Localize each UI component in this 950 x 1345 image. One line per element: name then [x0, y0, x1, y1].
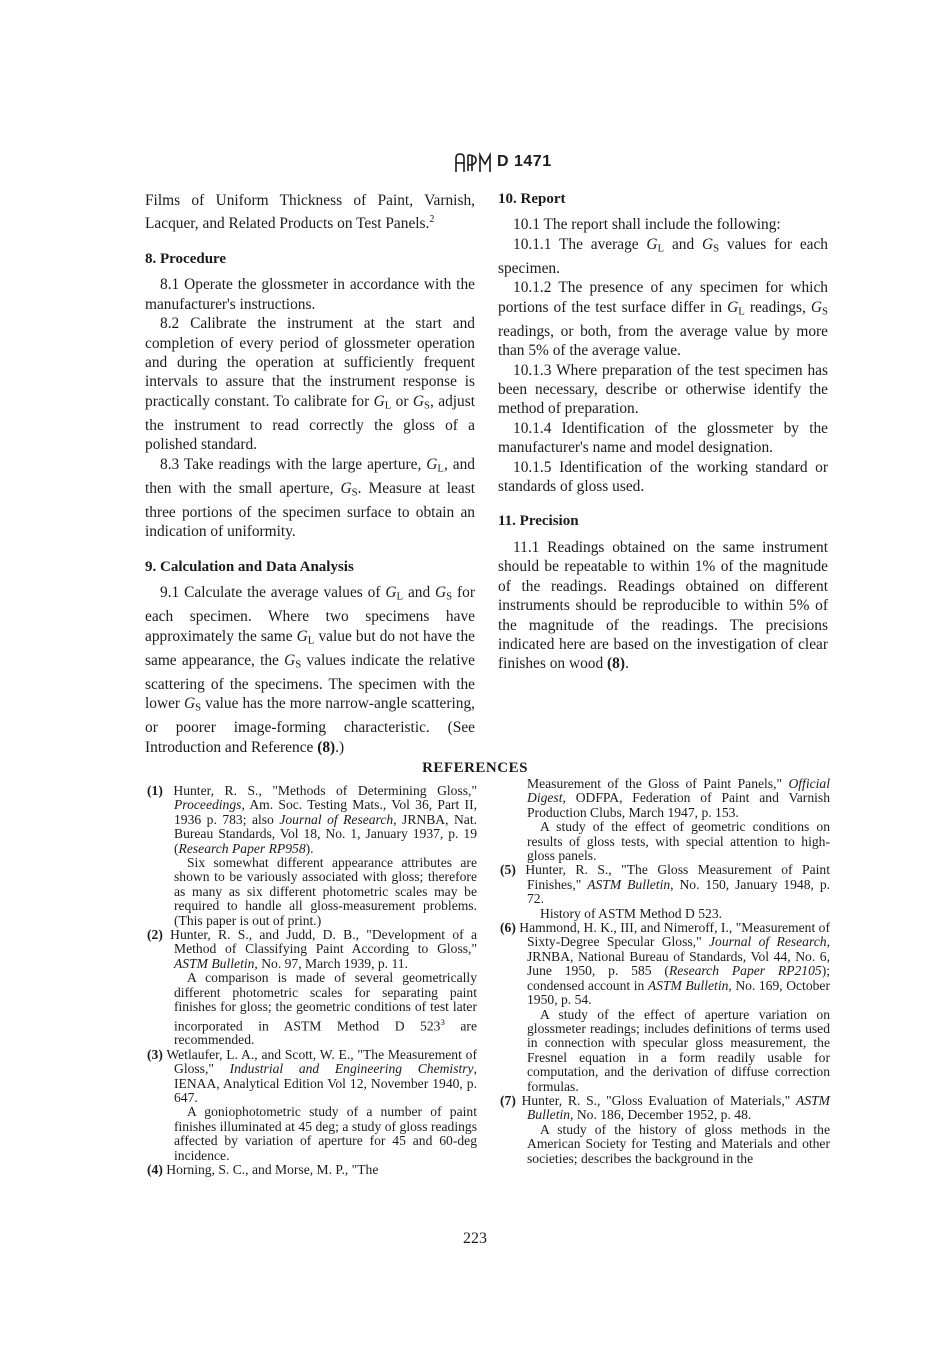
- reference-3: (3) Wetlaufer, L. A., and Scott, W. E., "The Measurement of Gloss," Industrial and Engineering Chemistry, IENAA, Analytical Edition Vol 12, November 1940, p. 647.: [147, 1046, 477, 1106]
- page-header: [0, 152, 950, 176]
- section-8-heading: 8. Procedure: [145, 250, 227, 267]
- paragraph-11-1: 11.1 Readings obtained on the same instrument should be repeatable to within 1% of the magnitude of the readings. Readings obtained on different instruments should be reproducible to within 5% of the magnitude of the readings. The precisions indicated here are based on the investigation of clear finishes on wood (8).: [498, 538, 828, 673]
- reference-1-note: Six somewhat different appearance attributes are shown to be variously associated with gloss; therefore as many as six different photometric scales may be required to handle all gloss-measurement problems. (This paper is out of print.): [174, 855, 477, 928]
- reference-1: (1) Hunter, R. S., "Methods of Determining Gloss," Proceedings, Am. Soc. Testing Mats., Vol 36, Part II, 1936 p. 783; also Journal of Research, JRNBA, Nat. Bureau Standards, Vol 18, No. 1, January 1937, p. 19 (Research Paper RP958).: [147, 783, 477, 856]
- paragraph-10-1-1: 10.1.1 The average $G_L$ and $G_S$ values for each specimen.: [498, 235, 829, 277]
- paragraph-10-1-3: 10.1.3 Where preparation of the test specimen has been necessary, describe or otherwise identify the method of preparation.: [498, 361, 828, 418]
- page-number: 223: [463, 1230, 487, 1247]
- section-10-heading: 10. Report: [498, 191, 566, 207]
- reference-7: (7) Hunter, R. S., "Gloss Evaluation of Materials," ASTM Bulletin, No. 186, December 1952, p. 48.: [500, 1092, 830, 1123]
- references-heading: REFERENCES: [422, 760, 528, 776]
- paragraph-10-1-2: 10.1.2 The presence of any specimen for which portions of the test surface differ in $G_L$ readings, $G_S$ readings, or both, from the average value by more than 5% of the average value.: [498, 279, 828, 360]
- right-column: [498, 190, 828, 674]
- paragraph-8-2: 8.2 Calibrate the instrument at the start and completion of every period of glossmeter operation and during the operation at sufficiently frequent intervals to assure that the instrument response is practically constant. To calibrate for $G_L$ or $G_S$, adjust the instrument to read correctly the gloss of a polished standard.: [145, 315, 475, 454]
- paragraph-9-1: 9.1 Calculate the average values of $G_L$ and $G_S$ for each specimen. Where two specimens have approximately the same $G_L$ value but do not have the same appearance, the $G_S$ values indicate the relative scattering of the specimens. The specimen with the lower $G_S$ value has the more narrow-angle scattering, or poorer image-forming characteristic. (See Introduction and Reference (8).): [145, 584, 476, 756]
- paragraph-8-1: 8.1 Operate the glossmeter in accordance with the manufacturer's instructions.: [145, 276, 475, 313]
- reference-6-note: A study of the effect of aperture variation on glossmeter readings; includes definitions of terms used in connection with specular gloss measurement, the Fresnel equation in a form readily usable for computation, and the derivation of diffuse correction formulas.: [527, 1006, 830, 1094]
- paragraph-10-1-4: 10.1.4 Identification of the glossmeter by the manufacturer's name and model designation.: [498, 419, 828, 457]
- reference-2: (2) Hunter, R. S., and Judd, D. B., "Development of a Method of Classifying Paint According to Gloss," ASTM Bulletin, No. 97, March 1939, p. 11.: [147, 927, 477, 971]
- paragraph-8-3: 8.3 Take readings with the large aperture, $G_L$, and then with the small aperture, $G_S$. Measure at least three portions of the specimen surface to obtain an indication of uniformity.: [145, 455, 475, 541]
- section-11-heading: 11. Precision: [498, 513, 579, 530]
- astm-logo-icon: [452, 152, 492, 174]
- paragraph-10-1: 10.1 The report shall include the following:: [513, 216, 781, 234]
- reference-4-note: A study of the effect of geometric conditions on results of gloss tests, with special attention to high-gloss panels.: [527, 819, 830, 864]
- left-column: [145, 191, 475, 757]
- astm-logo: [452, 152, 492, 174]
- section-9-heading: 9. Calculation and Data Analysis: [145, 558, 354, 575]
- paragraph-10-1-5: 10.1.5 Identification of the working standard or standards of gloss used.: [498, 458, 828, 496]
- continuation-paragraph: Films of Uniform Thickness of Paint, Varnish, Lacquer, and Related Products on Test Panels.$^2$: [145, 192, 475, 233]
- reference-3-note: A goniophotometric study of a number of paint finishes illuminated at 45 deg; a study of gloss readings affected by variation of aperture for 45 and 60-deg incidence.: [174, 1104, 477, 1163]
- references-right-column: [500, 777, 830, 1166]
- reference-6: (6) Hammond, H. K., III, and Nimeroff, I., "Measurement of Sixty-Degree Specular Gloss," Journal of Research, JRNBA, National Bureau of Standards, Vol 44, No. 6, June 1950, p. 585 (Research Paper RP2105); condensed account in ASTM Bulletin, No. 169, October 1950, p. 54.: [500, 920, 831, 1008]
- reference-5-note: History of ASTM Method D 523.: [540, 905, 723, 921]
- reference-2-note: A comparison is made of several geometrically different photometric scales for separating paint finishes for gloss; the geometric conditions of test later incorporated in ASTM Method D $523^3$ are recommended.: [174, 970, 477, 1048]
- document-number: D 1471: [497, 153, 552, 170]
- reference-4: (4) Horning, S. C., and Morse, M. P., "The: [147, 1162, 379, 1178]
- reference-7-note: A study of the history of gloss methods in the American Society for Testing and Materials and other societies; describes the background in the: [527, 1121, 830, 1166]
- references-left-column: [147, 784, 477, 1178]
- reference-5: (5) Hunter, R. S., "The Gloss Measurement of Paint Finishes," ASTM Bulletin, No. 150, January 1948, p. 72.: [500, 862, 831, 907]
- reference-4-continuation: Measurement of the Gloss of Paint Panels," Official Digest, ODFPA, Federation of Paint and Varnish Production Clubs, March 1947, p. 153.: [527, 776, 830, 820]
